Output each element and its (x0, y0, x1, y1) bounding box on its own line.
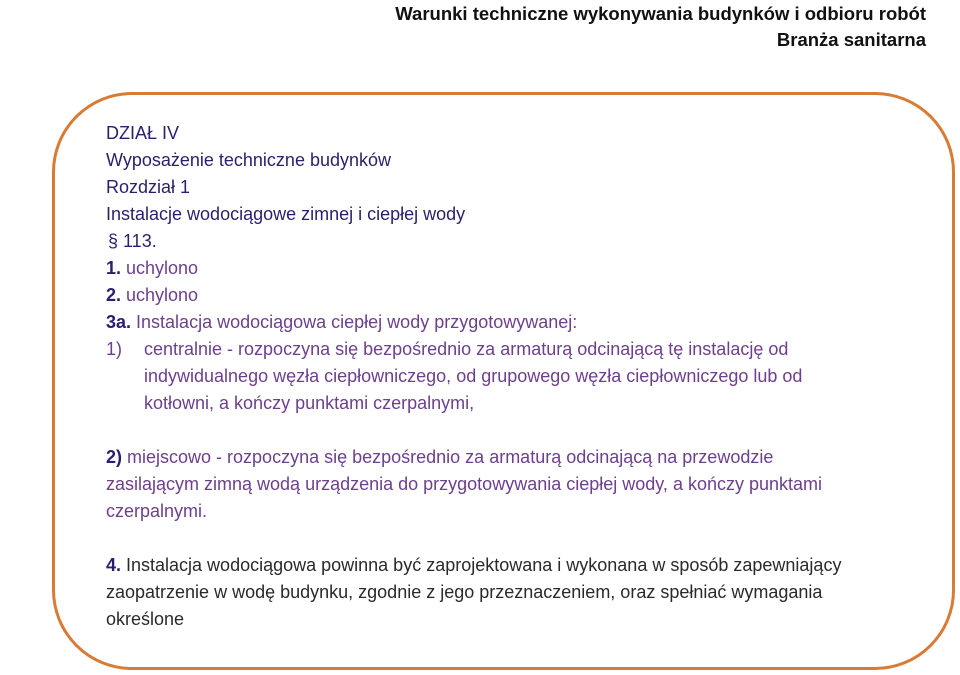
spacer (106, 417, 946, 444)
sub-item-2-number: 2) (106, 447, 123, 467)
regulation-text (106, 120, 946, 633)
chapter-title: Instalacje wodociągowe zimnej i ciepłej wody (106, 204, 466, 224)
item-1 (106, 255, 946, 282)
sub-item-1-line-3: kotłowni, a kończy punktami czerpalnymi, (144, 393, 475, 413)
item-3a-text: Instalacja wodociągowa ciepłej wody przygotowywanej: (131, 312, 578, 332)
section-number: § 113. (108, 231, 157, 251)
item-2-number: 2. (106, 285, 122, 305)
item-4-line-1: Instalacja wodociągowa powinna być zaprojektowana i wykonana w sposób zapewniający (121, 555, 842, 575)
division-title: Wyposażenie techniczne budynków (106, 150, 392, 170)
heading-block (106, 120, 946, 255)
header-subtitle: Branża sanitarna (776, 29, 926, 50)
sub-item-1-number: 1) (106, 339, 123, 359)
item-1-number: 1. (106, 258, 122, 278)
document-header (395, 1, 926, 53)
item-3a (106, 309, 946, 336)
item-1-text: uchylono (121, 258, 199, 278)
sub-item-1 (106, 336, 946, 417)
sub-item-2-line-3: czerpalnymi. (106, 501, 208, 521)
sub-item-2 (106, 444, 946, 525)
sub-item-1-line-2: indywidualnego węzła ciepłowniczego, od grupowego węzła ciepłowniczego lub od (144, 366, 803, 386)
item-2 (106, 282, 946, 309)
item-4-line-3: określone (106, 609, 185, 629)
chapter-label: Rozdział 1 (106, 177, 191, 197)
sub-item-1-line-1: centralnie - rozpoczyna się bezpośrednio za armaturą odcinającą tę instalację od (144, 339, 789, 359)
item-4 (106, 552, 946, 633)
header-title: Warunki techniczne wykonywania budynków i odbioru robót (395, 3, 926, 24)
item-4-line-2: zaopatrzenie w wodę budynku, zgodnie z jego przeznaczeniem, oraz spełniać wymagania (106, 582, 823, 602)
item-4-number: 4. (106, 555, 122, 575)
item-3a-number: 3a. (106, 312, 132, 332)
sub-item-2-line-1: miejscowo - rozpoczyna się bezpośrednio za armaturą odcinającą na przewodzie (122, 447, 774, 467)
spacer (106, 525, 946, 552)
item-2-text: uchylono (121, 285, 199, 305)
division-label: DZIAŁ IV (106, 123, 180, 143)
sub-item-2-line-2: zasilającym zimną wodą urządzenia do przygotowywania ciepłej wody, a kończy punktami (106, 474, 823, 494)
